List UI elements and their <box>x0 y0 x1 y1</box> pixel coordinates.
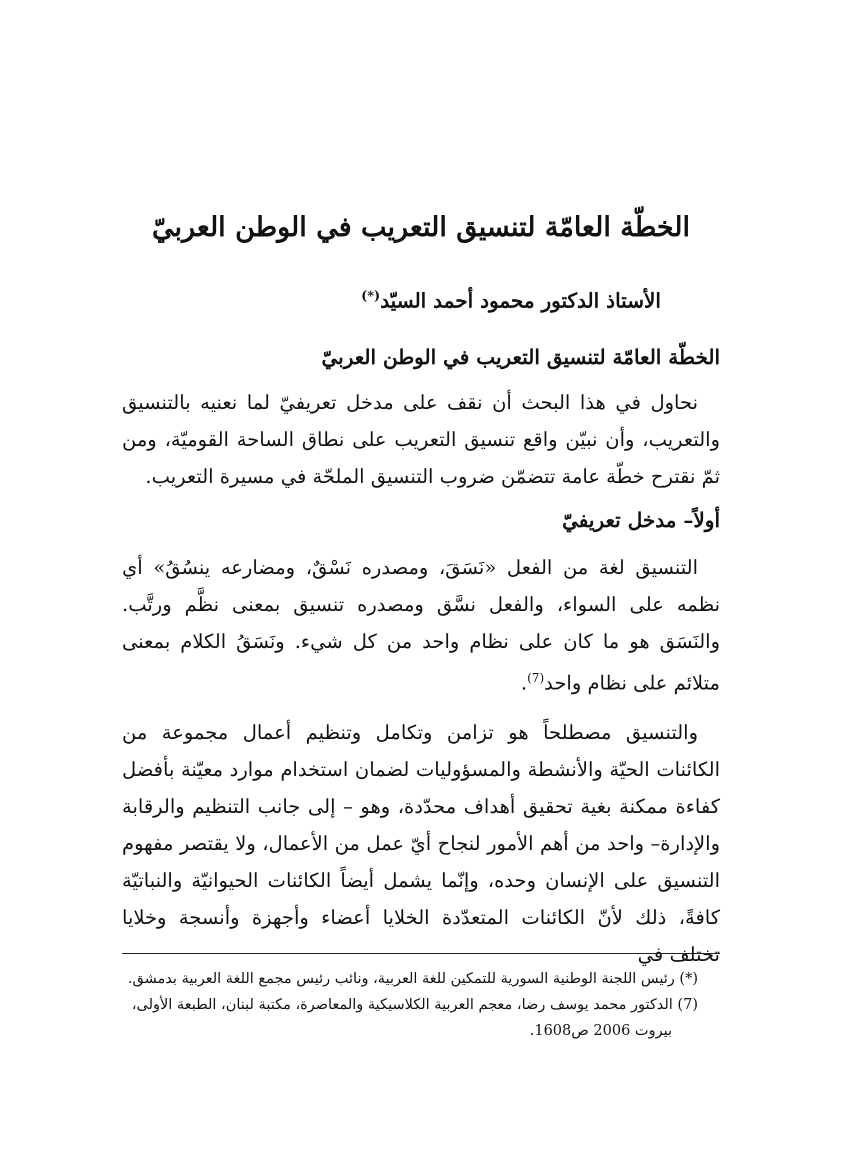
footnote-text: رئيس اللجنة الوطنية السورية للتمكين للغة العربية، ونائب رئيس مجمع اللغة العربية بدمشق. <box>127 971 675 987</box>
definition-text: التنسيق لغة من الفعل «نَسَقَ، ومصدره نَسْقٌ، ومضارعه ينسُقُ» أي نظمه على السواء، والفعل نسَّق ومصدره تنسيق بمعنى نظَّم ورتَّب. والنَسَق هو ما كان على نظام واحد من كل شيء. ونَسَقُ الكلام بمعنى متلائم على نظام واحد <box>122 556 720 695</box>
footnote-text: الدكتور محمد يوسف رضا، معجم العربية الكلاسيكية والمعاصرة، مكتبة لبنان، الطبعة الأولى، <box>131 997 673 1013</box>
page-title: الخطّة العامّة لتنسيق التعريب في الوطن العربيّ <box>152 212 690 243</box>
footnote-marker: (7) <box>677 997 698 1013</box>
footnote-marker: (*) <box>679 971 698 987</box>
footnote-ref-7: (7) <box>527 671 545 685</box>
term-paragraph: والتنسيق مصطلحاً هو تزامن وتكامل وتنظيم أعمال مجموعة من الكائنات الحيّة والأنشطة والمسؤوليات لضمان استخدام موارد معيّنة بأفضل كفاءة ممكنة بغية تحقيق أهداف محدّدة، وهو – إلى جانب التنظيم والرقابة والإدارة– واحد من أهم الأمور لنجاح أيّ عمل من الأعمال، ولا يقتصر مفهوم التنسيق على الإنسان وحده، وإنّما يشمل أيضاً الكائنات الحيوانيّة والنباتيّة كافةً، ذلك لأنّ الكائنات المتعدّدة الخلايا أعضاء وأجهزة وأنسجة وخلايا تختلف في <box>122 720 720 966</box>
footnote-divider <box>122 953 720 954</box>
author-name: الأستاذ الدكتور محمود أحمد السيّد <box>380 288 661 313</box>
footnote-continuation: بيروت 2006 ص1608. <box>529 1023 672 1039</box>
author-footnote-marker: (*) <box>361 289 381 304</box>
section-heading: الخطّة العامّة لتنسيق التعريب في الوطن العربيّ <box>321 345 720 369</box>
footnotes <box>122 966 720 1044</box>
footnote-item <box>122 992 720 1018</box>
footnote-item <box>122 966 720 992</box>
body-content <box>122 340 720 973</box>
subsection-heading: أولاً– مدخل تعريفيّ <box>562 508 720 532</box>
author-line <box>300 280 722 318</box>
intro-paragraph: نحاول في هذا البحث أن نقف على مدخل تعريفيّ لما نعنيه بالتنسيق والتعريب، وأن نبيّن واقع تنسيق التعريب على نطاق الساحة القوميّة، ومن ثمّ نقترح خطّة عامة تتضمّن ضروب التنسيق الملحّة في مسيرة التعريب. <box>122 391 720 488</box>
definition-paragraph <box>122 549 720 702</box>
definition-end: . <box>520 671 528 695</box>
